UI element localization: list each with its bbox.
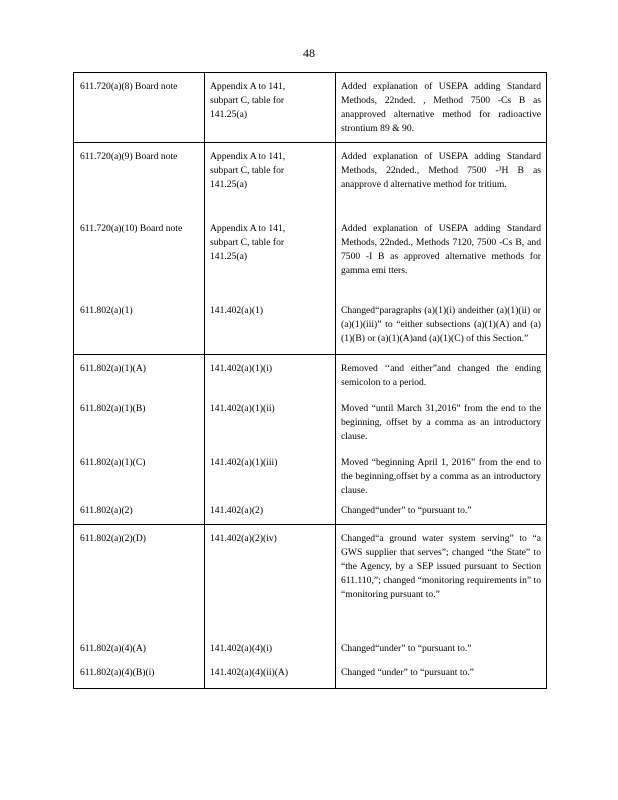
source-text: 141.402(a)(1) (210, 305, 264, 316)
section-text: 611.802(a)(1) (80, 305, 133, 316)
change-cell (336, 143, 547, 355)
source-text: 141.402(a)(2) (210, 505, 264, 516)
source-text: Appendix A to 141, subpart C, table for 141.25(a) (210, 151, 286, 190)
section-text: 611.802(a)(2) (80, 505, 133, 516)
section-text: 611.720(a)(8) Board note (80, 81, 178, 92)
source-text: 141.402(a)(1)(ii) (210, 403, 275, 414)
section-text: 611.802(a)(1)(A) (80, 363, 146, 374)
source-text: Appendix A to 141, subpart C, table for 141.25(a) (210, 223, 286, 262)
section-text: 611.720(a)(10) Board note (80, 223, 183, 234)
source-text: 141.402(a)(4)(ii)(A) (210, 667, 289, 678)
page-number: 48 (303, 46, 315, 60)
section-text: 611.802(a)(1)(B) (80, 403, 146, 414)
source-cell (205, 143, 336, 355)
source-text: 141.402(a)(1)(i) (210, 363, 273, 374)
source-text: 141.402(a)(2)(iv) (210, 533, 277, 544)
change-text: Changed“paragraphs (a)(1)(i) andeither (a)(1)(ii) or (a)(1)(iii)” to “either subsections (a)(1)(A) and (a)(1)(B) or (a)(1)(A)and (a)(1)(C) of this Section.” (341, 305, 541, 344)
change-text: Changed“under” to “pursuant to.” (341, 643, 472, 654)
section-text: 611.720(a)(9) Board note (80, 151, 178, 162)
source-cell (205, 355, 336, 525)
source-text: 141.402(a)(4)(i) (210, 643, 273, 654)
section-text: 611.802(a)(4)(B)(i) (80, 667, 155, 678)
change-cell (336, 525, 547, 689)
change-text: Changed“a ground water system serving” to “a GWS supplier that serves”; changed “the State” to “the Agency, by a SEP issued pursuant to Section 611.110,”; changed “monitoring requirements in” to “monitoring pursuant to.” (341, 533, 541, 600)
table-row (74, 355, 547, 525)
amendments-table (73, 72, 547, 689)
change-text: Changed“under” to “pursuant to.” (341, 505, 472, 516)
change-text: Moved “beginning April 1, 2016” from the end to the beginning,offset by a comma as an introductory clause. (341, 457, 541, 496)
source-cell (205, 73, 336, 143)
change-text: Added explanation of USEPA adding Standard Methods, 22nded. , Method 7500 -Cs B as anapproved alternative method for radioactive strontium 89 & 90. (341, 81, 541, 134)
change-text: Removed ‘‘and either”and changed the ending semicolon to a period. (341, 363, 541, 388)
source-text: 141.402(a)(1)(iii) (210, 457, 278, 468)
section-cell (74, 73, 205, 143)
table-row (74, 525, 547, 689)
section-text: 611.802(a)(4)(A) (80, 643, 146, 654)
change-cell (336, 73, 547, 143)
source-text: Appendix A to 141, subpart C, table for 141.25(a) (210, 81, 286, 120)
table-row (74, 73, 547, 143)
section-cell (74, 143, 205, 355)
change-cell (336, 355, 547, 525)
table-row (74, 143, 547, 355)
change-text: Added explanation of USEPA adding Standard Methods, 22nded., Methods 7120, 7500 -Cs B, and 7500 -I B as approved alternative methods for gamma emi tters. (341, 223, 541, 276)
change-text: Added explanation of USEPA adding Standard Methods, 22nded., Method 7500 -³H B as anapprove d alternative method for tritium. (341, 151, 541, 190)
section-cell (74, 355, 205, 525)
section-text: 611.802(a)(1)(C) (80, 457, 146, 468)
source-cell (205, 525, 336, 689)
change-text: Changed “under” to “pursuant to.” (341, 667, 474, 678)
change-text: Moved “until March 31,2016” from the end to the beginning, offset by a comma as an introductory clause. (341, 403, 541, 442)
section-cell (74, 525, 205, 689)
section-text: 611.802(a)(2)(D) (80, 533, 146, 544)
